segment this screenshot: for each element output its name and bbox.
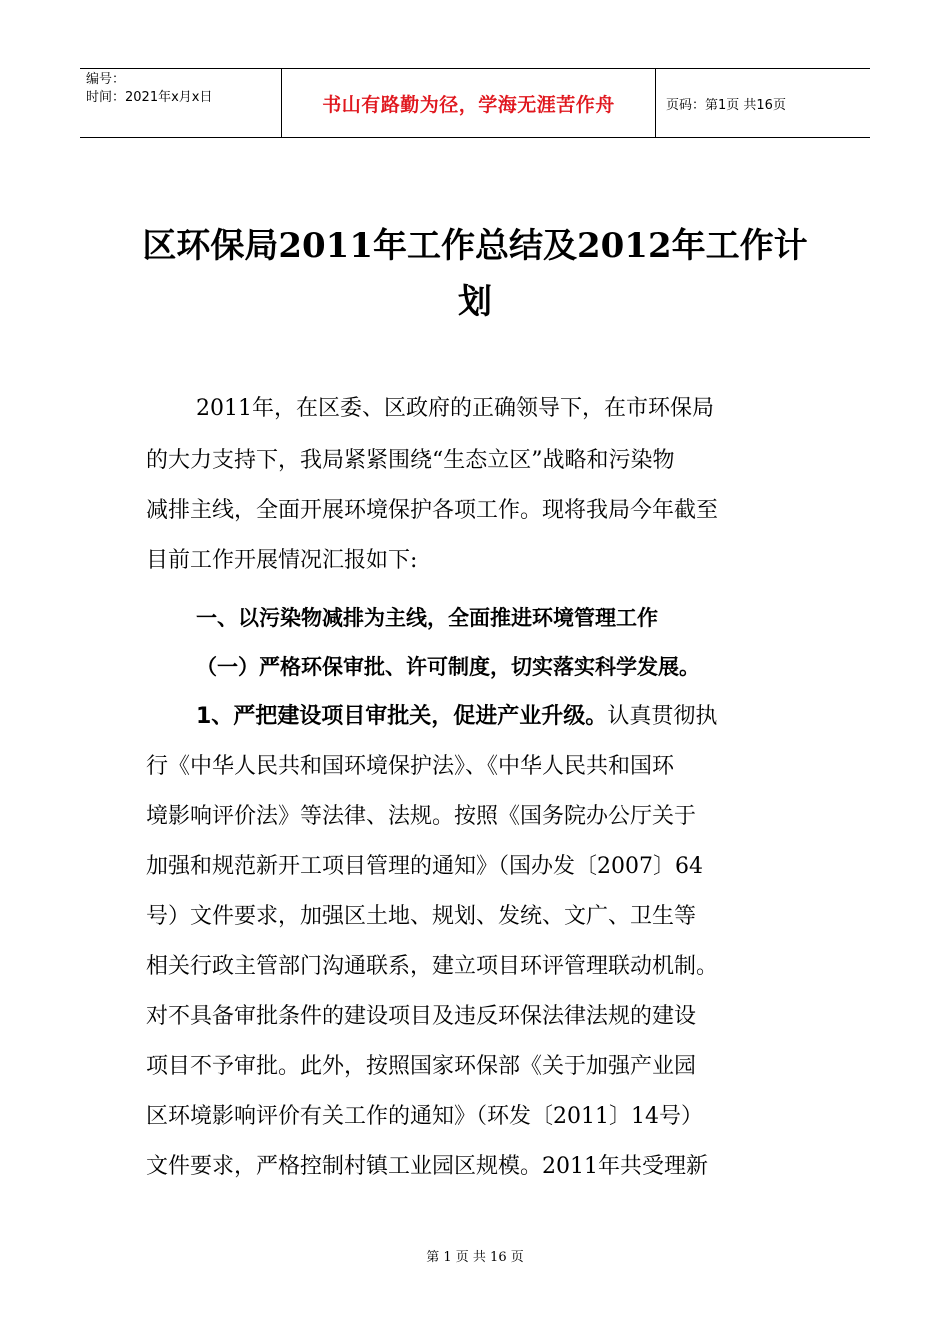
paragraph-line: 的大力支持下，我局紧紧围绕“生态立区”战略和污染物 — [146, 448, 675, 473]
page-footer: 第 1 页 共 16 页 — [426, 1250, 524, 1265]
paragraph-line: 项目不予审批。此外，按照国家环保部《关于加强产业园 — [146, 1054, 697, 1079]
header-page-info: 页码：第1页 共16页 — [666, 97, 786, 113]
page-header — [80, 68, 870, 138]
paragraph-line: 2011年，在区委、区政府的正确领导下，在市环保局 — [196, 396, 714, 421]
title-line-2: 划 — [458, 282, 492, 322]
paragraph-line: 号）文件要求，加强区土地、规划、发统、文广、卫生等 — [146, 904, 697, 929]
item-line — [196, 702, 810, 732]
header-time-label: 时间：2021年x月x日 — [86, 90, 213, 105]
title-line-1: 区环保局2011年工作总结及2012年工作计 — [142, 226, 808, 266]
subsection-heading: （一）严格环保审批、许可制度，切实落实科学发展。 — [196, 655, 700, 679]
paragraph-line: 境影响评价法》等法律、法规。按照《国务院办公厅关于 — [146, 804, 697, 829]
header-meta — [80, 69, 282, 137]
paragraph-line: 减排主线，全面开展环境保护各项工作。现将我局今年截至 — [146, 498, 719, 523]
paragraph-line: 区环境影响评价有关工作的通知》（环发〔2011〕14号） — [146, 1104, 703, 1129]
paragraph-line: 行《中华人民共和国环境保护法》、《中华人民共和国环 — [146, 754, 675, 779]
item-bold-lead: 1、严把建设项目审批关，促进产业升级。 — [196, 704, 608, 729]
section-heading: 一、以污染物减排为主线，全面推进环境管理工作 — [196, 606, 658, 630]
paragraph-line: 目前工作开展情况汇报如下: — [146, 548, 418, 573]
paragraph-line: 对不具备审批条件的建设项目及违反环保法律法规的建设 — [146, 1004, 697, 1029]
paragraph-line: 相关行政主管部门沟通联系，建立项目环评管理联动机制。 — [146, 954, 719, 979]
paragraph-line: 加强和规范新开工项目管理的通知》（国办发〔2007〕64 — [146, 854, 703, 879]
item-rest: 认真贯彻执 — [607, 704, 718, 729]
paragraph-line: 文件要求，严格控制村镇工业园区规模。2011年共受理新 — [146, 1154, 708, 1179]
header-number-label: 编号： — [86, 72, 126, 87]
header-motto: 书山有路勤为径，学海无涯苦作舟 — [282, 69, 656, 137]
document-title — [140, 218, 810, 330]
